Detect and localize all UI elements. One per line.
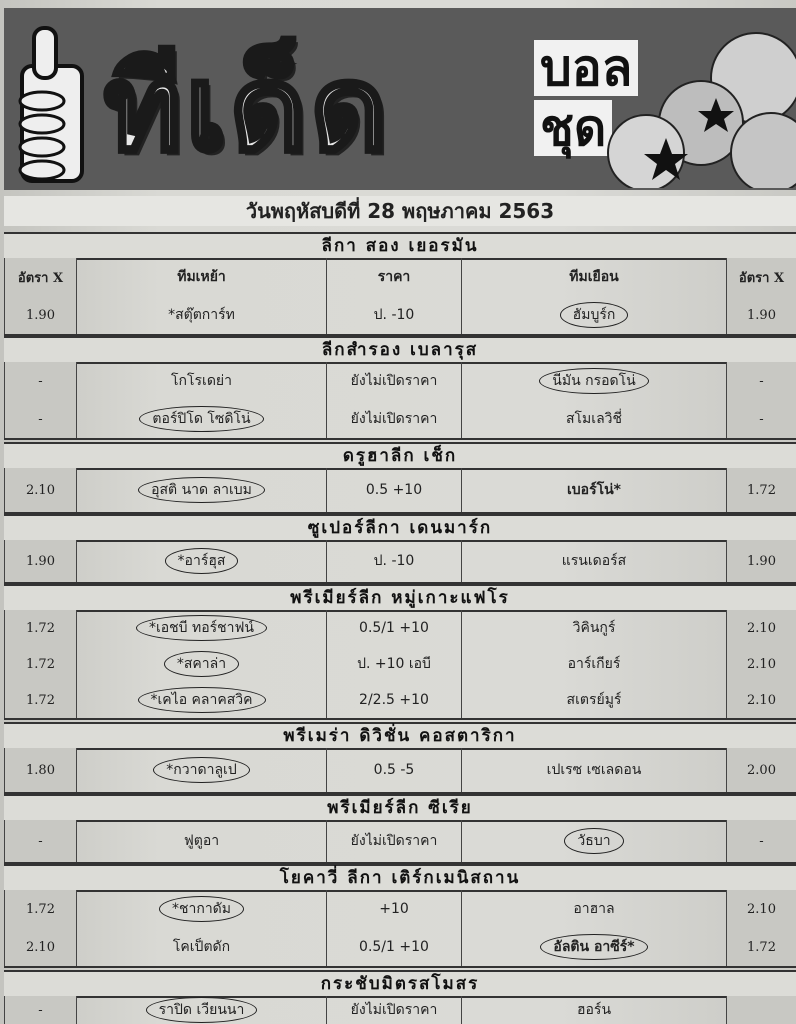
match-row xyxy=(5,820,796,862)
league-block xyxy=(4,362,796,440)
home-team xyxy=(77,540,327,582)
price: ยังไม่เปิดราคา xyxy=(327,400,462,438)
home-team xyxy=(77,400,327,438)
match-row xyxy=(5,296,796,334)
home-team xyxy=(77,748,327,792)
rate-right: 2.00 xyxy=(727,748,796,792)
price: ป. +10 เอบี xyxy=(327,646,462,682)
rate-left-header: อัตรา X xyxy=(5,258,77,296)
rate-left: 2.10 xyxy=(5,928,77,966)
rate-right: 1.90 xyxy=(727,296,796,334)
rate-right: 2.10 xyxy=(727,610,796,646)
rate-left: 1.72 xyxy=(5,610,77,646)
rate-right-header: อัตรา X xyxy=(727,258,796,296)
rate-left: 1.72 xyxy=(5,890,77,928)
odds-table xyxy=(4,540,796,582)
rate-left: 1.72 xyxy=(5,646,77,682)
odds-table xyxy=(4,258,796,334)
away-team xyxy=(462,296,727,334)
away-team: สเตรย์มูร์ xyxy=(462,682,727,718)
odds-table xyxy=(4,468,796,512)
home-team xyxy=(77,682,327,718)
banner xyxy=(4,8,796,190)
away-team: ฮอร์น xyxy=(462,996,727,1024)
price: ยังไม่เปิดราคา xyxy=(327,362,462,400)
rate-left: 1.72 xyxy=(5,682,77,718)
away-team: เปเรซ เซเลดอน xyxy=(462,748,727,792)
away-team xyxy=(462,820,727,862)
rate-left: 1.90 xyxy=(5,296,77,334)
rate-right: - xyxy=(727,400,796,438)
banner-subtitle-2: ชุด xyxy=(534,100,612,156)
league-title: พรีเมียร์ลีก หมู่เกาะแฟโร xyxy=(4,584,796,612)
rate-left: - xyxy=(5,362,77,400)
thumbs-up-icon xyxy=(12,26,92,186)
pick-circle: ราปิด เวียนนา xyxy=(146,997,258,1023)
rate-left: 2.10 xyxy=(5,468,77,512)
page-date: วันพฤหัสบดีที่ 28 พฤษภาคม 2563 xyxy=(4,196,796,226)
league-block xyxy=(4,540,796,584)
rate-left: - xyxy=(5,400,77,438)
match-row xyxy=(5,996,796,1024)
home-team: โคเป็ตดัก xyxy=(77,928,327,966)
match-row xyxy=(5,362,796,400)
league-title: พรีเมร่า ดิวิชั่น คอสตาริกา xyxy=(4,722,796,750)
match-row xyxy=(5,928,796,966)
rate-right: 1.72 xyxy=(727,928,796,966)
away-team xyxy=(462,362,727,400)
banner-title: ทีเด็ด xyxy=(104,39,392,177)
home-team xyxy=(77,468,327,512)
rate-left: - xyxy=(5,996,77,1024)
match-row xyxy=(5,610,796,646)
match-row xyxy=(5,748,796,792)
pick-circle: ฮัมบูร์ก xyxy=(560,302,629,328)
odds-table xyxy=(4,820,796,862)
away-team: อาฮาล xyxy=(462,890,727,928)
home-team xyxy=(77,610,327,646)
table-header xyxy=(5,258,796,296)
rate-right: 2.10 xyxy=(727,890,796,928)
pick-circle: *เคไอ คลาคสวิค xyxy=(138,687,266,713)
away-team: เบอร์โน่* xyxy=(462,468,727,512)
league-block xyxy=(4,748,796,794)
pick-circle: ตอร์ปิโด โซดิโน่ xyxy=(139,406,263,432)
league-title: ซูเปอร์ลีกา เดนมาร์ก xyxy=(4,514,796,542)
rate-left: 1.80 xyxy=(5,748,77,792)
home-team: ฟูตูอา xyxy=(77,820,327,862)
pick-circle: นีมัน กรอดโน่ xyxy=(539,368,648,394)
away-team xyxy=(462,928,727,966)
price: ยังไม่เปิดราคา xyxy=(327,820,462,862)
pick-circle: *อาร์ฮุส xyxy=(165,548,239,574)
price: +10 xyxy=(327,890,462,928)
league-title: พรีเมียร์ลีก ซีเรีย xyxy=(4,794,796,822)
home-team: โกโรเดย่า xyxy=(77,362,327,400)
price: 0.5 +10 xyxy=(327,468,462,512)
rate-right xyxy=(727,996,796,1024)
pick-circle: *กวาดาลูเป xyxy=(153,757,249,783)
pick-circle: อุสติ นาด ลาเบม xyxy=(138,477,265,503)
match-row xyxy=(5,400,796,438)
home-team: *สตุ๊ตการ์ท xyxy=(77,296,327,334)
football-icon xyxy=(606,18,796,188)
odds-table xyxy=(4,890,796,966)
rate-right: - xyxy=(727,362,796,400)
price: 0.5/1 +10 xyxy=(327,610,462,646)
pick-circle: *สคาล่า xyxy=(164,651,239,677)
league-block xyxy=(4,258,796,336)
odds-table xyxy=(4,996,796,1024)
banner-subtitle-1: บอล xyxy=(534,40,638,96)
rate-right: 1.90 xyxy=(727,540,796,582)
league-title: ลีกสำรอง เบลารุส xyxy=(4,336,796,364)
league-title: กระชับมิตรสโมสร xyxy=(4,970,796,998)
price: ป. -10 xyxy=(327,296,462,334)
home-team-header: ทีมเหย้า xyxy=(77,258,327,296)
price: 0.5/1 +10 xyxy=(327,928,462,966)
league-title: โยคาวี่ ลีกา เติร์กเมนิสถาน xyxy=(4,864,796,892)
price-header: ราคา xyxy=(327,258,462,296)
match-row xyxy=(5,468,796,512)
league-block xyxy=(4,996,796,1024)
pick-circle: อัลติน อาซีร์* xyxy=(540,934,647,960)
pick-circle: *เอชบี ทอร์ชาฟน์ xyxy=(136,615,267,641)
match-row xyxy=(5,682,796,718)
rate-right: - xyxy=(727,820,796,862)
price: 0.5 -5 xyxy=(327,748,462,792)
away-team-header: ทีมเยือน xyxy=(462,258,727,296)
league-title: ลีกา สอง เยอรมัน xyxy=(4,232,796,260)
home-team xyxy=(77,890,327,928)
match-row xyxy=(5,540,796,582)
rate-right: 2.10 xyxy=(727,646,796,682)
league-block xyxy=(4,468,796,514)
rate-left: - xyxy=(5,820,77,862)
odds-table xyxy=(4,748,796,792)
pick-circle: วัธบา xyxy=(564,828,623,854)
odds-table xyxy=(4,362,796,438)
away-team: สโมเลวิชี่ xyxy=(462,400,727,438)
league-block xyxy=(4,890,796,968)
pick-circle: *ชากาดัม xyxy=(159,896,244,922)
league-title: ดรูฮาลีก เช็ก xyxy=(4,442,796,470)
league-block xyxy=(4,820,796,864)
away-team: วิคินกูร์ xyxy=(462,610,727,646)
rate-left: 1.90 xyxy=(5,540,77,582)
rate-right: 1.72 xyxy=(727,468,796,512)
home-team xyxy=(77,996,327,1024)
rate-right: 2.10 xyxy=(727,682,796,718)
away-team: แรนเดอร์ส xyxy=(462,540,727,582)
price: 2/2.5 +10 xyxy=(327,682,462,718)
price: ป. -10 xyxy=(327,540,462,582)
odds-table xyxy=(4,610,796,718)
away-team: อาร์เกียร์ xyxy=(462,646,727,682)
price: ยังไม่เปิดราคา xyxy=(327,996,462,1024)
home-team xyxy=(77,646,327,682)
league-block xyxy=(4,610,796,720)
match-row xyxy=(5,890,796,928)
match-row xyxy=(5,646,796,682)
